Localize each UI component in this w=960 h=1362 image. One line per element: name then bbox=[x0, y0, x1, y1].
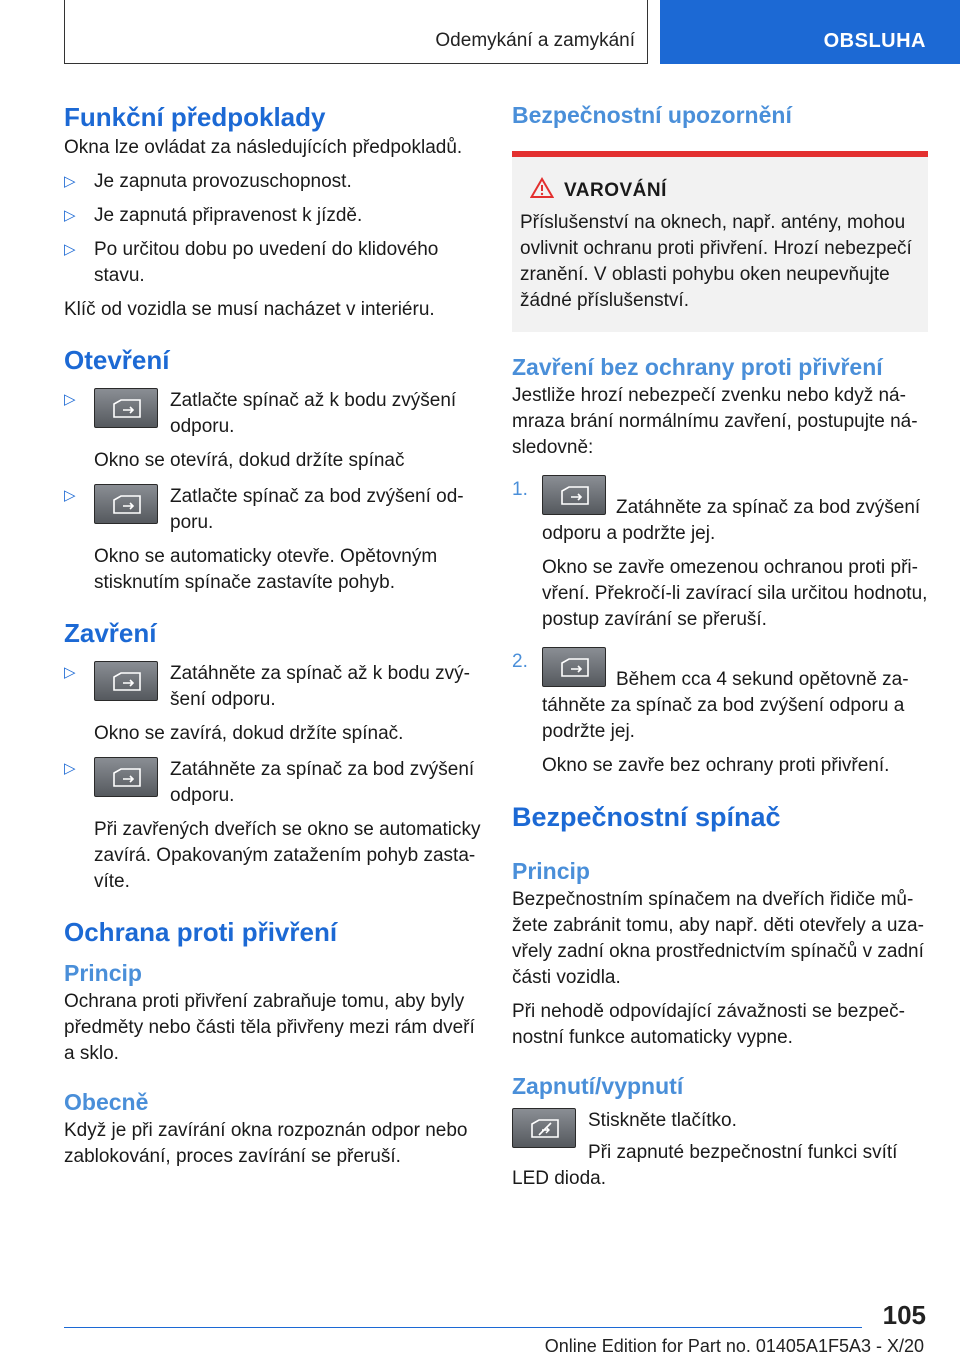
general-title: Obecně bbox=[64, 1089, 149, 1116]
safety-title: Bezpečnostní upozornění bbox=[512, 102, 792, 128]
onoff-title: Zapnutí/vypnutí bbox=[512, 1072, 684, 1099]
switch-principle-text-2: Při nehodě odpovídající závažnosti se bezpečnostní funkce automaticky vypne. bbox=[512, 1000, 905, 1048]
triangle-bullet-icon: ▷ bbox=[64, 487, 76, 505]
warning-text: Příslušenství na oknech, např. antény, mohou ovlivnit ochranu proti přivření. Hrozí nebezpečí zranění. V oblasti pohybu oken neupevňujte žádné příslušenství. bbox=[520, 212, 912, 312]
close-step-2: ▷ Zatáhněte za spínač za bod zvýšení odporu. Při zavřených dveřích se okno se automaticky zavírá. Opakovaným zatažením pohyb zastavíte. bbox=[64, 759, 481, 893]
onoff-text-2: Při zapnuté bezpečnostní funkci svítí LED dioda. bbox=[512, 1141, 898, 1189]
window-switch-icon bbox=[94, 661, 158, 701]
onoff-text-1: Stiskněte tlačítko. bbox=[588, 1109, 737, 1131]
right-column bbox=[512, 100, 928, 1192]
onoff-block bbox=[512, 1108, 928, 1192]
list-item: ▷ Je zapnutá připravenost k jízdě. bbox=[64, 203, 482, 229]
principle-text: Ochrana proti přivření zabraňuje tomu, aby byly předměty nebo části těla přivřeny mezi rám dveří a sklo. bbox=[64, 991, 475, 1065]
page-number: 105 bbox=[882, 1300, 926, 1330]
warning-box bbox=[512, 151, 928, 332]
no-pinch-step-1: 1. Zatáhněte za spínač za bod zvýšení odporu a podržte jej. Okno se zavře omezenou ochranou proti přivření. Překročí-li zavírací sila určitou hodnotu, postup zavírání se přeruší. bbox=[512, 475, 928, 633]
header-section-title: Odemykání a zamykání bbox=[435, 30, 635, 51]
pinch-protection-title: Ochrana proti přivření bbox=[64, 917, 338, 948]
left-column bbox=[64, 100, 482, 1170]
general-text: Když je při zavírání okna rozpoznán odpor nebo zablokování, proces zavírání se přeruší. bbox=[64, 1120, 468, 1168]
triangle-bullet-icon: ▷ bbox=[64, 173, 76, 191]
triangle-bullet-icon: ▷ bbox=[64, 391, 76, 409]
switch-principle-text-1: Bezpečnostním spínačem na dveřích řidiče můžete zabránit tomu, aby např. děti otevřely a uzavřely zadní okna prostřednictvím spínačů v zadní části vozidla. bbox=[512, 888, 924, 988]
window-switch-icon bbox=[542, 475, 606, 515]
open-step-2: ▷ Zatlačte spínač za bod zvýšení odporu. Okno se automaticky otevře. Opětovným stisknutím spínače zastavíte pohyb. bbox=[64, 486, 464, 594]
window-switch-icon bbox=[94, 484, 158, 524]
triangle-bullet-icon: ▷ bbox=[64, 207, 76, 225]
list-item: ▷ Po určitou dobu po uvedení do klidového stavu. bbox=[64, 239, 439, 287]
prereq-intro: Okna lze ovládat za následujících předpokladů. bbox=[64, 137, 463, 159]
open-title: Otevření bbox=[64, 345, 170, 376]
no-pinch-title: Zavření bez ochrany proti přivření bbox=[512, 354, 883, 381]
prereq-note: Klíč od vozidla se musí nacházet v interiéru. bbox=[64, 299, 435, 321]
window-lock-switch-icon bbox=[512, 1108, 576, 1148]
window-switch-icon bbox=[94, 757, 158, 797]
open-step-1: ▷ Zatlačte spínač až k bodu zvýšení odporu. Okno se otevírá, dokud držíte spínač bbox=[64, 390, 457, 472]
header-section-box bbox=[64, 0, 648, 64]
window-switch-icon bbox=[542, 647, 606, 687]
triangle-bullet-icon: ▷ bbox=[64, 664, 76, 682]
triangle-bullet-icon: ▷ bbox=[64, 241, 76, 259]
safety-switch-title: Bezpečnostní spínač bbox=[512, 802, 781, 833]
warning-label: VAROVÁNÍ bbox=[564, 180, 667, 202]
prereq-title: Funkční předpoklady bbox=[64, 102, 326, 132]
header-chapter-label: OBSLUHA bbox=[823, 30, 926, 52]
warning-triangle-icon bbox=[530, 177, 554, 199]
no-pinch-step-2: 2. Během cca 4 sekund opětovně zatáhněte za spínač za bod zvýšení odporu a podržte jej. Okno se zavře bez ochrany proti přivření. bbox=[512, 647, 928, 779]
switch-principle-title: Princip bbox=[512, 857, 590, 884]
triangle-bullet-icon: ▷ bbox=[64, 760, 76, 778]
header-chapter-tab bbox=[660, 0, 960, 64]
list-item: ▷ Je zapnuta provozuschopnost. bbox=[64, 169, 482, 195]
close-step-1: ▷ Zatáhněte za spínač až k bodu zvýšení odporu. Okno se zavírá, dokud držíte spínač. bbox=[64, 663, 470, 745]
footer-divider bbox=[64, 1327, 862, 1328]
principle-title: Princip bbox=[64, 960, 142, 987]
close-title: Zavření bbox=[64, 618, 157, 649]
window-switch-icon bbox=[94, 388, 158, 428]
no-pinch-intro: Jestliže hrozí nebezpečí zvenku nebo když námraza brání normálnímu zavření, postupujte následovně: bbox=[512, 385, 918, 459]
footer-edition: Online Edition for Part no. 01405A1F5A3 - X/20 bbox=[544, 1336, 924, 1356]
